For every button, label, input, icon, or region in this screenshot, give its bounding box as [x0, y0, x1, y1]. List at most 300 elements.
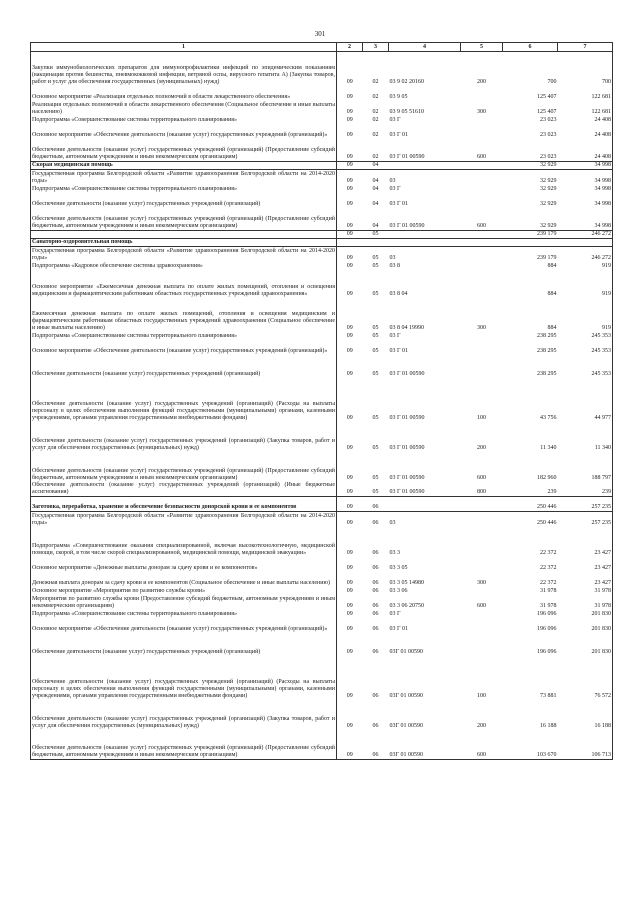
- expense-type: 100: [477, 414, 486, 421]
- section-code: 09: [346, 254, 353, 261]
- amount-2020: 23 427: [558, 527, 613, 557]
- subsection-code: 05: [372, 262, 379, 269]
- row-description: Обеспечение деятельности (оказание услуг) государственных учреждений (организаций): [31, 633, 337, 656]
- target-article: 03 Г 01 00590: [389, 414, 425, 421]
- expense-type: 200: [477, 78, 486, 85]
- expense-type: [461, 610, 503, 618]
- target-article: [389, 231, 461, 239]
- expense-type: [461, 116, 503, 124]
- amount-2020: 31 978: [558, 595, 613, 610]
- expense-type: [461, 239, 503, 247]
- section-code: [337, 239, 363, 247]
- target-article: 03 8: [389, 262, 400, 269]
- subsection-code: 06: [363, 730, 389, 760]
- amount-2020: 11 340: [558, 422, 613, 452]
- section-code: 09: [346, 564, 353, 571]
- amount-2020: 24 408: [558, 116, 613, 124]
- amount-2019: 32 929: [503, 162, 558, 170]
- section-code: 09: [337, 231, 363, 239]
- amount-2020: 700: [558, 52, 613, 86]
- row-description: Реализация отдельных полномочий в области лекарственного обеспечения (Социальное обеспечение и иные выплаты населению): [32, 101, 335, 115]
- table-row: [31, 572, 613, 587]
- expense-type: 100: [477, 692, 486, 699]
- row-description: [31, 231, 337, 239]
- subsection-code: 05: [372, 254, 379, 261]
- amount-2020: 919: [558, 262, 613, 270]
- table-row: [31, 340, 613, 355]
- subsection-code: 06: [372, 579, 379, 586]
- subsection-code: 02: [372, 78, 379, 85]
- subsection-code: 05: [372, 370, 379, 377]
- row-description: Подпрограмма «Совершенствование системы территориального планирования»: [31, 332, 337, 340]
- row-description: Закупки иммунобиологических препаратов для иммунопрофилактики инфекций по эпидемическим показаниям (вакцинация против бешенства, пневмококковой инфекции, ветряной оспы, вирусного гепатита А) (Закупка товаров, работ и услуг для обеспечения государственных (муниципальных) нужд): [31, 52, 337, 86]
- table-row: [31, 700, 613, 730]
- target-article: 03 9 05: [389, 93, 408, 100]
- amount-2020: 201 830: [558, 618, 613, 633]
- table-row: [31, 270, 613, 298]
- table-row: [31, 452, 613, 482]
- expense-type: [461, 270, 503, 298]
- amount-2019: 239 179: [537, 254, 557, 261]
- subsection-code: 05: [372, 474, 379, 481]
- row-description: Государственная программа Белгородской области «Развитие здравоохранения Белгородской области на 2014-2020 годы»: [32, 247, 335, 261]
- amount-2020: 201 830: [558, 610, 613, 618]
- amount-2019: 250 446: [537, 519, 557, 526]
- amount-2019: 23 023: [540, 116, 557, 123]
- subsection-code: 04: [372, 223, 379, 229]
- section-code: 09: [346, 78, 353, 85]
- expense-type: 300: [477, 324, 486, 331]
- expense-type: [461, 86, 503, 101]
- amount-2019: 32 929: [540, 185, 557, 192]
- subsection-code: 06: [363, 497, 389, 512]
- table-row: [31, 52, 613, 86]
- expense-type: [461, 231, 503, 239]
- target-article: 03 3 05 14980: [389, 579, 424, 586]
- table-row: [31, 378, 613, 422]
- amount-2020: 34 998: [558, 185, 613, 193]
- row-description: Основное мероприятие «Обеспечение деятельности (оказание услуг) государственных учреждений (организаций)»: [31, 618, 337, 633]
- subsection-code: 02: [372, 108, 379, 115]
- row-description: Заготовка, переработка, хранение и обеспечение безопасности донорской крови и ее компонентов: [31, 497, 337, 512]
- column-header: 5: [461, 43, 503, 52]
- row-description: Подпрограмма «Кадровое обеспечение системы здравоохранения»: [31, 262, 337, 270]
- expense-type: 800: [477, 489, 486, 495]
- table-row: [31, 587, 613, 595]
- expense-type: 600: [477, 602, 486, 609]
- section-code: 09: [346, 549, 353, 556]
- subsection-code: 06: [372, 587, 379, 594]
- table-row: [31, 124, 613, 139]
- section-code: 09: [346, 648, 353, 655]
- amount-2019: 43 756: [540, 414, 557, 421]
- column-header: 2: [337, 43, 363, 52]
- row-description: Обеспечение деятельности (оказание услуг) государственных учреждений (организаций) (Предоставление субсидий бюджетным, автономным учреждениям и иным некоммерческим организациям): [31, 139, 337, 162]
- section-code: 09: [346, 332, 353, 339]
- expense-type: 600: [477, 223, 486, 229]
- expense-type: [461, 193, 503, 208]
- section-code: 09: [346, 579, 353, 586]
- subsection-code: 05: [372, 290, 379, 297]
- target-article: 03 Г 01 00590: [389, 223, 425, 229]
- page-number: 301: [314, 30, 326, 38]
- target-article: 03 Г 01: [389, 131, 408, 138]
- row-description: Подпрограмма «Совершенствование системы территориального планирования»: [31, 116, 337, 124]
- amount-2019: 238 295: [537, 332, 557, 339]
- row-description: Основное мероприятие «Обеспечение деятельности (оказание услуг) государственных учреждений (организаций)»: [31, 340, 337, 355]
- table-row: [31, 298, 613, 332]
- section-code: 09: [346, 347, 353, 354]
- row-description: Обеспечение деятельности (оказание услуг) государственных учреждений (организаций) (Предоставление субсидий бюджетным, автономным учреждениям и иным некоммерческим организациям): [31, 452, 337, 482]
- row-description: Подпрограмма «Совершенствование системы территориального планирования»: [31, 610, 337, 618]
- amount-2020: 246 272: [558, 247, 613, 262]
- amount-2020: 44 977: [558, 378, 613, 422]
- amount-2020: 122 681: [558, 86, 613, 101]
- target-article: 03 Г: [389, 185, 401, 192]
- amount-2020: 34 998: [558, 162, 613, 170]
- amount-2019: 22 372: [540, 579, 557, 586]
- subsection-code: 04: [372, 177, 379, 184]
- subsection-code: 05: [372, 444, 379, 451]
- amount-2019: 884: [547, 262, 557, 269]
- amount-2020: [558, 239, 613, 247]
- table-row: [31, 633, 613, 656]
- section-code: 09: [346, 185, 353, 192]
- row-description: Основное мероприятие «Ежемесячная денежная выплата по оплате жилых помещений, отопления и освещения медицинским и фармацевтическим работникам областных государственных учреждений здравоохранения»: [31, 270, 337, 298]
- row-description: Основное мероприятие «Мероприятия по развитию службы крови»: [31, 587, 337, 595]
- amount-2019: 182 960: [537, 474, 557, 481]
- subsection-code: 05: [372, 414, 379, 421]
- subsection-code: 05: [372, 324, 379, 331]
- table-row: [31, 162, 613, 170]
- expense-type: [461, 185, 503, 193]
- target-article: [389, 497, 461, 512]
- amount-2020: 24 408: [558, 139, 613, 162]
- section-code: 09: [346, 370, 353, 377]
- expense-type: [461, 340, 503, 355]
- target-article: 03 Г 01: [389, 625, 408, 632]
- section-code: 09: [346, 489, 353, 495]
- table-header-row: [31, 43, 613, 52]
- row-description: Обеспечение деятельности (оказание услуг) государственных учреждений (организаций): [31, 193, 337, 208]
- row-description: Основное мероприятие «Денежные выплаты донорам за сдачу крови и ее компонентов»: [31, 557, 337, 572]
- target-article: 03: [389, 254, 396, 261]
- amount-2019: 103 670: [503, 730, 558, 760]
- expense-type: [461, 262, 503, 270]
- subsection-code: 06: [372, 564, 379, 571]
- amount-2019: 884: [547, 290, 557, 297]
- amount-2019: 196 096: [537, 648, 557, 655]
- subsection-code: 02: [372, 154, 379, 160]
- row-description: Подпрограмма «Совершенствование оказания специализированной, включая высокотехнологичную, медицинской помощи, скорой, в том числе скорой специализированной, медицинской помощи, медицинской эвакуации»: [31, 527, 337, 557]
- table-row: [31, 497, 613, 512]
- budget-table: [30, 42, 613, 760]
- expense-type: 200: [477, 722, 486, 729]
- expense-type: [461, 355, 503, 378]
- section-code: 09: [346, 131, 353, 138]
- target-article: 03Г 01 00590: [389, 692, 423, 699]
- target-article: 03 Г 01: [389, 347, 408, 354]
- table-row: [31, 247, 613, 262]
- table-row: [31, 231, 613, 239]
- row-description: Мероприятия по развитию службы крови (Предоставление субсидий бюджетным, автономным учреждениям и иным некоммерческим организациям): [32, 595, 335, 609]
- section-code: 09: [346, 177, 353, 184]
- section-code: 09: [346, 290, 353, 297]
- amount-2020: 919: [558, 298, 613, 332]
- section-code: 09: [337, 162, 363, 170]
- target-article: 03 3 05: [389, 564, 408, 571]
- subsection-code: 05: [363, 231, 389, 239]
- amount-2020: 34 998: [558, 193, 613, 208]
- amount-2020: 257 235: [558, 497, 613, 512]
- subsection-code: 04: [372, 185, 379, 192]
- amount-2020: 122 681: [558, 101, 613, 116]
- amount-2019: 73 881: [540, 692, 557, 699]
- table-row: [31, 482, 613, 497]
- expense-type: [461, 170, 503, 185]
- subsection-code: 04: [372, 200, 379, 207]
- expense-type: 300: [477, 579, 486, 586]
- expense-type: 600: [477, 154, 486, 160]
- amount-2019: 196 096: [537, 625, 557, 632]
- table-row: [31, 656, 613, 700]
- table-row: [31, 239, 613, 247]
- target-article: 03 Г 01: [389, 200, 408, 207]
- row-description: Государственная программа Белгородской области «Развитие здравоохранения Белгородской области на 2014-2020 годы»: [32, 170, 335, 184]
- subsection-code: [363, 239, 389, 247]
- amount-2020: 34 998: [558, 208, 613, 231]
- section-code: 09: [346, 692, 353, 699]
- section-code: 09: [346, 414, 353, 421]
- amount-2019: 11 340: [540, 444, 557, 451]
- section-code: 09: [346, 200, 353, 207]
- amount-2020: 246 272: [558, 231, 613, 239]
- subsection-code: 05: [372, 332, 379, 339]
- section-code: 09: [346, 610, 353, 617]
- row-description: Основное мероприятие «Реализация отдельных полномочий в области лекарственного обеспечения»: [31, 86, 337, 101]
- target-article: 03 8 04 19990: [389, 324, 424, 331]
- amount-2019: 125 407: [537, 93, 557, 100]
- section-code: 09: [346, 116, 353, 123]
- table-row: [31, 86, 613, 101]
- amount-2020: 24 408: [558, 124, 613, 139]
- target-article: 03 Г 01 00590: [389, 489, 425, 495]
- target-article: 03 3 06: [389, 587, 408, 594]
- target-article: 03 Г: [389, 332, 401, 339]
- amount-2020: 201 830: [558, 633, 613, 656]
- table-row: [31, 332, 613, 340]
- table-row: [31, 139, 613, 162]
- amount-2019: [503, 239, 558, 247]
- amount-2019: 22 372: [540, 549, 557, 556]
- row-description: Обеспечение деятельности (оказание услуг) государственных учреждений (организаций): [31, 355, 337, 378]
- target-article: 03 Г 01 00590: [389, 370, 425, 377]
- section-code: 09: [346, 108, 353, 115]
- amount-2020: 239: [558, 482, 613, 497]
- amount-2019: 239: [547, 489, 557, 495]
- row-description: Обеспечение деятельности (оказание услуг) государственных учреждений (организаций) (Расходы на выплаты персоналу в целях обеспечения выполнения функций государственными (муниципальными) органами, казенными учреждениями, органами управления государственными внебюджетными фондами): [31, 378, 337, 422]
- section-code: 09: [346, 324, 353, 331]
- table-row: [31, 193, 613, 208]
- amount-2019: 22 372: [540, 564, 557, 571]
- column-header: 4: [389, 43, 461, 52]
- amount-2019: 239 179: [503, 231, 558, 239]
- target-article: 03 3 06 20750: [389, 602, 424, 609]
- expense-type: 600: [461, 730, 503, 760]
- amount-2019: 884: [547, 324, 557, 331]
- row-description: Обеспечение деятельности (оказание услуг) государственных учреждений (организаций) (Иные бюджетные ассигнования): [32, 482, 335, 495]
- row-description: Обеспечение деятельности (оказание услуг) государственных учреждений (организаций) (Предоставление субсидий бюджетным, автономным учреждениям и иным некоммерческим организациям): [31, 730, 337, 760]
- subsection-code: 05: [372, 347, 379, 354]
- amount-2019: 196 096: [537, 610, 557, 617]
- amount-2020: 106 713: [558, 730, 613, 760]
- amount-2020: 257 235: [558, 512, 613, 527]
- table-row: [31, 170, 613, 185]
- section-code: 09: [346, 154, 353, 160]
- section-code: 09: [337, 730, 363, 760]
- amount-2019: 238 295: [537, 347, 557, 354]
- amount-2019: 700: [547, 78, 557, 85]
- amount-2019: 31 978: [540, 587, 557, 594]
- amount-2020: 76 572: [558, 656, 613, 700]
- table-row: [31, 527, 613, 557]
- row-description: Денежная выплата донорам за сдачу крови и ее компонентов (Социальное обеспечение и иные выплаты населению): [31, 572, 337, 587]
- expense-type: 600: [477, 474, 486, 481]
- table-row: [31, 185, 613, 193]
- target-article: 03 Г 01 00590: [389, 444, 425, 451]
- target-article: 03 8 04: [389, 290, 408, 297]
- expense-type: [461, 512, 503, 527]
- table-row: [31, 355, 613, 378]
- subsection-code: 06: [372, 648, 379, 655]
- expense-type: [461, 247, 503, 262]
- amount-2019: 31 978: [540, 602, 557, 609]
- section-code: 09: [346, 93, 353, 100]
- expense-type: 300: [477, 108, 486, 115]
- target-article: 03Г 01 00590: [389, 648, 423, 655]
- amount-2019: 250 446: [503, 497, 558, 512]
- target-article: 03 Г: [389, 610, 401, 617]
- section-code: 09: [346, 587, 353, 594]
- row-description: Ежемесячная денежная выплата по оплате жилых помещений, отопления и освещения медицинским и фармацевтическим работникам областных государственных учреждений здравоохранения (Социальное обеспечение и иные выплаты населению): [31, 298, 337, 332]
- target-article: 03 Г: [389, 116, 401, 123]
- subsection-code: 05: [372, 489, 379, 495]
- column-header: 3: [363, 43, 389, 52]
- column-header: 1: [31, 43, 337, 52]
- row-description: Обеспечение деятельности (оказание услуг) государственных учреждений (организаций) (Закупка товаров, работ и услуг для обеспечения государственных (муниципальных) нужд): [31, 700, 337, 730]
- column-header: 6: [503, 43, 558, 52]
- subsection-code: 06: [372, 610, 379, 617]
- subsection-code: 06: [372, 549, 379, 556]
- section-code: 09: [346, 262, 353, 269]
- expense-type: [461, 587, 503, 595]
- amount-2020: 31 978: [558, 587, 613, 595]
- table-row: [31, 262, 613, 270]
- target-article: 03 Г 01 00590: [389, 474, 425, 481]
- target-article: 03Г 01 00590: [389, 730, 461, 760]
- expense-type: 200: [477, 444, 486, 451]
- target-article: [389, 162, 461, 170]
- expense-type: [461, 527, 503, 557]
- table-row: [31, 116, 613, 124]
- amount-2019: 32 929: [540, 223, 557, 229]
- subsection-code: 06: [372, 519, 379, 526]
- table-row: [31, 595, 613, 610]
- amount-2020: 34 998: [558, 170, 613, 185]
- row-description: Скорая медицинская помощь: [31, 162, 337, 170]
- expense-type: [461, 633, 503, 656]
- target-article: 03: [389, 177, 396, 184]
- subsection-code: 02: [372, 116, 379, 123]
- section-code: 09: [346, 519, 353, 526]
- row-description: Основное мероприятие «Обеспечение деятельности (оказание услуг) государственных учреждений (организаций)»: [31, 124, 337, 139]
- table-row: [31, 208, 613, 231]
- subsection-code: 02: [372, 131, 379, 138]
- target-article: 03: [389, 519, 396, 526]
- amount-2020: 23 427: [558, 557, 613, 572]
- table-row: [31, 512, 613, 527]
- table-row: [31, 557, 613, 572]
- amount-2020: 16 188: [558, 700, 613, 730]
- table-row: [31, 101, 613, 116]
- column-header: 7: [558, 43, 613, 52]
- target-article: 03 9 05 51610: [389, 108, 424, 115]
- row-description: Санаторно-оздоровительная помощь: [31, 239, 337, 247]
- target-article: 03 Г 01 00590: [389, 154, 425, 160]
- amount-2019: 32 929: [540, 177, 557, 184]
- section-code: 09: [346, 625, 353, 632]
- expense-type: [461, 497, 503, 512]
- target-article: 03 9 02 20160: [389, 78, 424, 85]
- target-article: 03 3: [389, 549, 400, 556]
- section-code: 09: [337, 497, 363, 512]
- row-description: Обеспечение деятельности (оказание услуг) государственных учреждений (организаций) (Закупка товаров, работ и услуг для обеспечения государственных (муниципальных) нужд): [31, 422, 337, 452]
- table-body: [31, 52, 613, 760]
- section-code: 09: [346, 223, 353, 229]
- amount-2019: 23 023: [540, 154, 557, 160]
- subsection-code: 06: [372, 625, 379, 632]
- table-row: [31, 610, 613, 618]
- amount-2019: 125 407: [537, 108, 557, 115]
- amount-2020: 919: [558, 270, 613, 298]
- table-row: [31, 422, 613, 452]
- amount-2020: 245 353: [558, 332, 613, 340]
- expense-type: [461, 618, 503, 633]
- amount-2020: 245 353: [558, 355, 613, 378]
- target-article: 03Г 01 00590: [389, 722, 423, 729]
- amount-2020: 188 797: [558, 452, 613, 482]
- expense-type: [461, 332, 503, 340]
- row-description: Обеспечение деятельности (оказание услуг) государственных учреждений (организаций) (Предоставление субсидий бюджетным, автономным учреждениям и иным некоммерческим организациям): [31, 208, 337, 231]
- subsection-code: 04: [363, 162, 389, 170]
- expense-type: [461, 124, 503, 139]
- row-description: Государственная программа Белгородской области «Развитие здравоохранения Белгородской области на 2014-2020 годы»: [32, 512, 335, 526]
- expense-type: [461, 162, 503, 170]
- subsection-code: 06: [372, 692, 379, 699]
- amount-2020: 23 427: [558, 572, 613, 587]
- expense-type: [461, 557, 503, 572]
- amount-2019: 16 188: [540, 722, 557, 729]
- row-description: Подпрограмма «Совершенствование системы территориального планирования»: [31, 185, 337, 193]
- amount-2020: 245 353: [558, 340, 613, 355]
- subsection-code: 06: [372, 722, 379, 729]
- amount-2019: 238 295: [537, 370, 557, 377]
- table-row: [31, 730, 613, 760]
- table-row: [31, 618, 613, 633]
- row-description: Обеспечение деятельности (оказание услуг) государственных учреждений (организаций) (Расходы на выплаты персоналу в целях обеспечения выполнения функций государственными (муниципальными) органами, казенными учреждениями, органами управления государственными внебюджетными фондами): [31, 656, 337, 700]
- section-code: 09: [346, 444, 353, 451]
- target-article: [389, 239, 461, 247]
